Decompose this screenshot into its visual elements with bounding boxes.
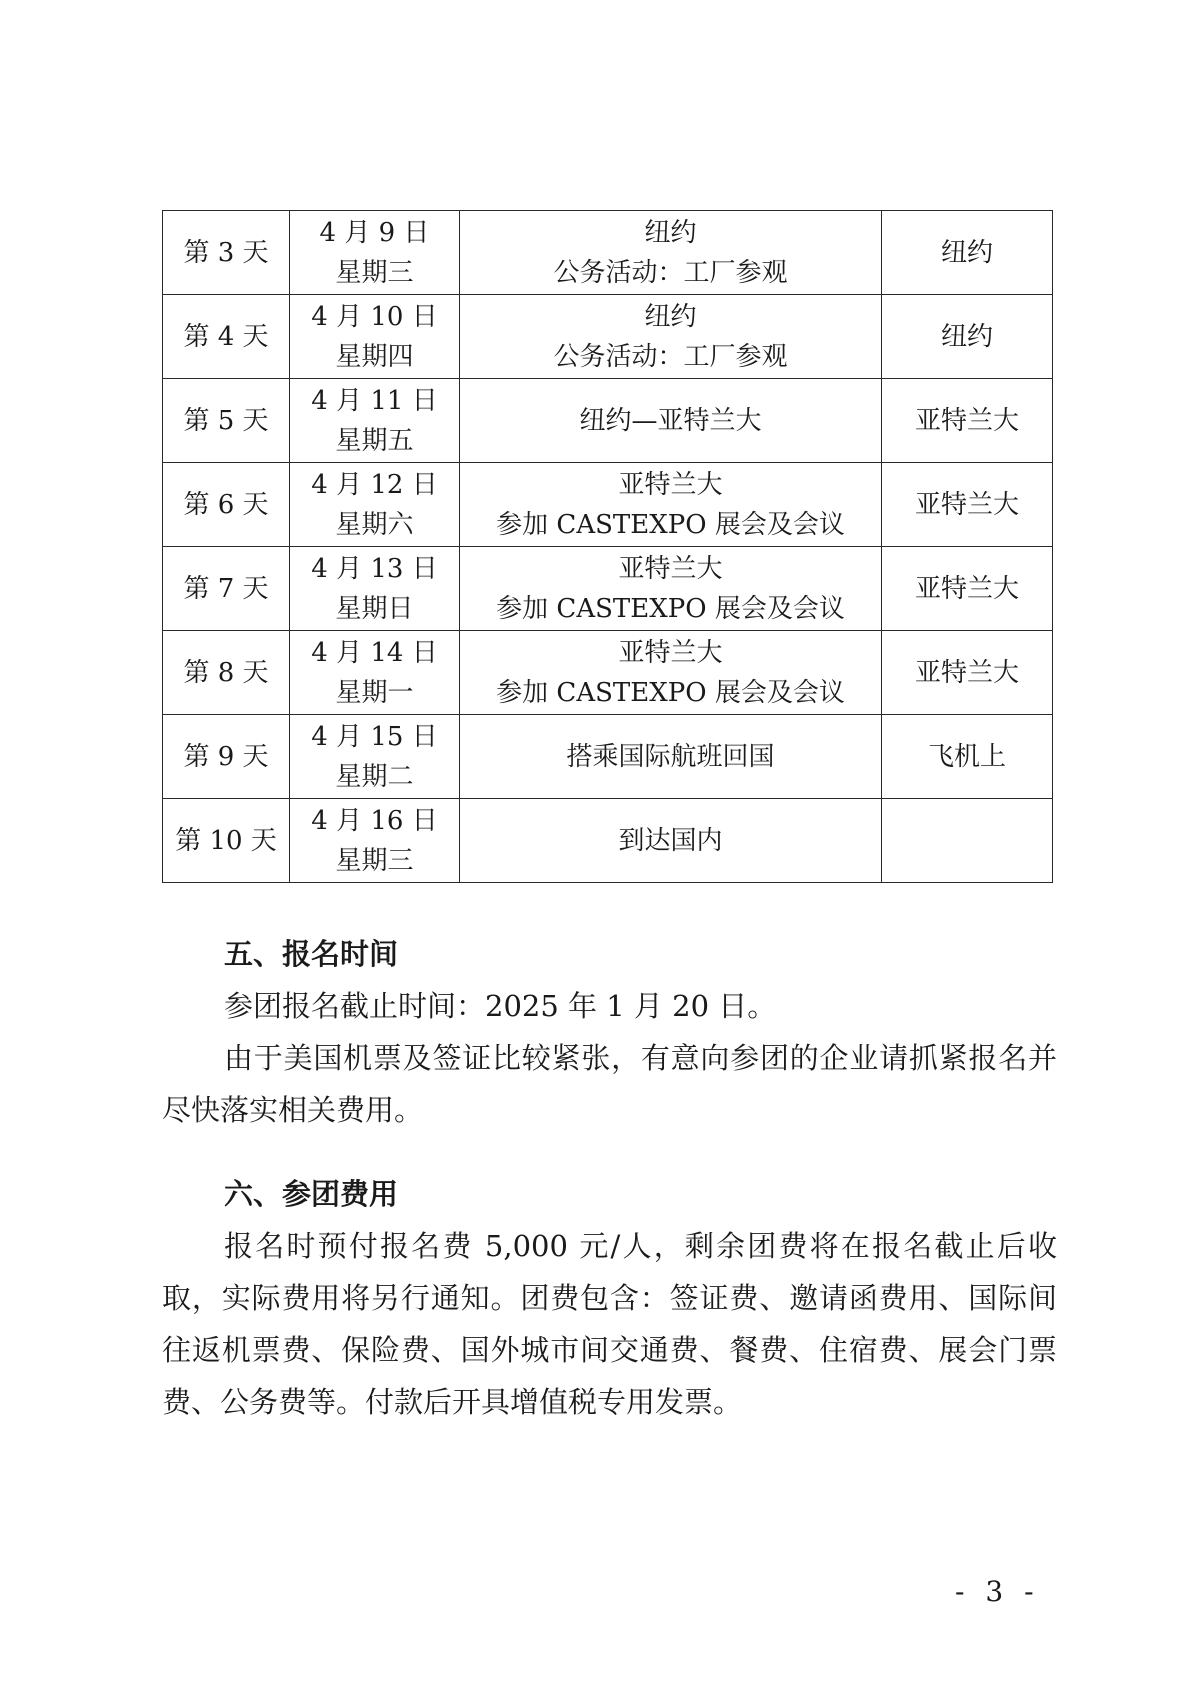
- weekday-text: 星期六: [335, 509, 414, 540]
- table-row: [163, 211, 1053, 295]
- activity-cell: [460, 463, 882, 547]
- date-cell: [290, 547, 460, 631]
- stay-cell: 纽约: [882, 295, 1053, 379]
- activity-line: 公务活动：工厂参观: [553, 257, 788, 288]
- date-cell: [290, 379, 460, 463]
- day-cell: 第 6 天: [163, 463, 290, 547]
- itinerary-table: [162, 210, 1053, 883]
- activity-line: 参加 CASTEXPO 展会及会议: [496, 677, 845, 708]
- table-row: [163, 547, 1053, 631]
- activity-cell: [460, 715, 882, 799]
- weekday-text: 星期三: [335, 845, 414, 876]
- day-cell: 第 7 天: [163, 547, 290, 631]
- activity-line: 纽约: [644, 217, 697, 248]
- activity-line: 亚特兰大: [618, 637, 723, 668]
- stay-cell: 亚特兰大: [882, 631, 1053, 715]
- activity-cell: [460, 631, 882, 715]
- day-cell: 第 9 天: [163, 715, 290, 799]
- registration-note: 由于美国机票及签证比较紧张，有意向参团的企业请抓紧报名并尽快落实相关费用。: [162, 1041, 1057, 1127]
- weekday-text: 星期五: [335, 425, 414, 456]
- weekday-text: 星期一: [335, 677, 414, 708]
- stay-cell: 纽约: [882, 211, 1053, 295]
- date-text: 4 月 15 日: [311, 721, 438, 752]
- day-cell: 第 8 天: [163, 631, 290, 715]
- fees-text: 报名时预付报名费 5,000 元/人，剩余团费将在报名截止后收取，实际费用将另行通知。团费包含：签证费、邀请函费用、国际间往返机票费、保险费、国外城市间交通费、餐费、住宿费、展会门票费、公务费等。付款后开具增值税专用发票。: [162, 1229, 1057, 1419]
- activity-line: 公务活动：工厂参观: [553, 341, 788, 372]
- date-cell: [290, 295, 460, 379]
- activity-line: 纽约: [644, 301, 697, 332]
- stay-cell: 亚特兰大: [882, 379, 1053, 463]
- activity-cell: [460, 547, 882, 631]
- table-row: [163, 379, 1053, 463]
- date-text: 4 月 9 日: [319, 217, 430, 248]
- registration-deadline: 参团报名截止时间：2025 年 1 月 20 日。: [224, 989, 777, 1023]
- fees-heading: 六、参团费用: [224, 1177, 399, 1211]
- day-cell: 第 3 天: [163, 211, 290, 295]
- activity-cell: [460, 799, 882, 883]
- fees-section: [162, 1168, 1057, 1428]
- registration-heading: 五、报名时间: [224, 937, 399, 971]
- table-row: [163, 799, 1053, 883]
- day-cell: 第 5 天: [163, 379, 290, 463]
- stay-cell: 飞机上: [882, 715, 1053, 799]
- weekday-text: 星期三: [335, 257, 414, 288]
- date-text: 4 月 10 日: [311, 301, 438, 332]
- stay-cell: 亚特兰大: [882, 463, 1053, 547]
- activity-line: 搭乘国际航班回国: [566, 741, 775, 772]
- activity-cell: [460, 379, 882, 463]
- date-cell: [290, 631, 460, 715]
- activity-cell: [460, 295, 882, 379]
- table-row: [163, 715, 1053, 799]
- date-text: 4 月 14 日: [311, 637, 438, 668]
- stay-cell: [882, 799, 1053, 883]
- table-row: [163, 463, 1053, 547]
- date-text: 4 月 11 日: [311, 385, 438, 416]
- date-cell: [290, 211, 460, 295]
- page-number: - 3 -: [955, 1575, 1040, 1608]
- table-row: [163, 631, 1053, 715]
- registration-section: [162, 928, 1057, 1136]
- activity-line: 参加 CASTEXPO 展会及会议: [496, 593, 845, 624]
- weekday-text: 星期日: [335, 593, 414, 624]
- activity-cell: [460, 211, 882, 295]
- activity-line: 纽约—亚特兰大: [579, 405, 762, 436]
- day-cell: 第 4 天: [163, 295, 290, 379]
- activity-line: 亚特兰大: [618, 469, 723, 500]
- date-cell: [290, 715, 460, 799]
- weekday-text: 星期四: [335, 341, 414, 372]
- weekday-text: 星期二: [335, 761, 414, 792]
- table-row: [163, 295, 1053, 379]
- date-text: 4 月 16 日: [311, 805, 438, 836]
- date-text: 4 月 13 日: [311, 553, 438, 584]
- activity-line: 参加 CASTEXPO 展会及会议: [496, 509, 845, 540]
- date-cell: [290, 463, 460, 547]
- date-cell: [290, 799, 460, 883]
- activity-line: 亚特兰大: [618, 553, 723, 584]
- activity-line: 到达国内: [618, 825, 723, 856]
- stay-cell: 亚特兰大: [882, 547, 1053, 631]
- day-cell: 第 10 天: [163, 799, 290, 883]
- date-text: 4 月 12 日: [311, 469, 438, 500]
